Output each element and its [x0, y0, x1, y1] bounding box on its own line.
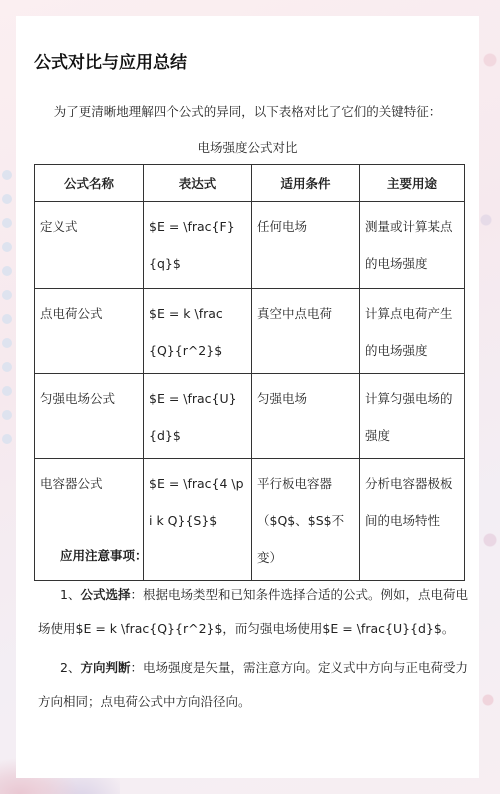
- note-text: ：根据电场类型和已知条件选择合适的公式。例如，点电荷电场使用$E = k \frac{Q}{r^2}$，而匀强电场使用$E = \frac{U}{d}$。: [38, 587, 468, 636]
- note-prefix: 1、: [60, 587, 81, 602]
- table-cell: $E = \frac{U}{d}$: [144, 374, 252, 459]
- table-cell: 计算点电荷产生的电场强度: [360, 289, 465, 374]
- table-caption: 电场强度公式对比: [197, 140, 298, 155]
- note-paragraph: [38, 578, 468, 646]
- table-cell: 点电荷公式: [35, 289, 144, 374]
- decorative-border-right: [476, 0, 500, 794]
- formula-comparison-table: [34, 164, 465, 581]
- note-paragraph: [38, 651, 468, 719]
- table-cell: $E = \frac{F}{q}$: [144, 202, 252, 289]
- page-title: 公式对比与应用总结: [34, 53, 187, 73]
- table-cell: 测量或计算某点的电场强度: [360, 202, 465, 289]
- table-cell: 定义式: [35, 202, 144, 289]
- intro-paragraph: 为了更清晰地理解四个公式的异同，以下表格对比了它们的关键特征：: [53, 104, 442, 119]
- notes-heading: 应用注意事项：: [60, 548, 148, 563]
- table-header-cell: 适用条件: [252, 165, 360, 202]
- note-label: 方向判断: [80, 660, 131, 675]
- table-cell: $E = k \frac{Q}{r^2}$: [144, 289, 252, 374]
- table-cell: 平行板电容器（$Q$、$S$不变）: [252, 459, 360, 581]
- table-cell: $E = \frac{4 \pi k Q}{S}$: [144, 459, 252, 581]
- table-cell: 匀强电场: [252, 374, 360, 459]
- table-row: [35, 202, 465, 289]
- table-cell: 匀强电场公式: [35, 374, 144, 459]
- note-prefix: 2、: [60, 660, 81, 675]
- table-header-cell: 主要用途: [360, 165, 465, 202]
- decorative-dots-left: [0, 170, 16, 530]
- table-cell: 真空中点电荷: [252, 289, 360, 374]
- table-cell: 任何电场: [252, 202, 360, 289]
- table-cell: 分析电容器极板间的电场特性: [360, 459, 465, 581]
- table-row: [35, 374, 465, 459]
- note-label: 公式选择: [80, 587, 131, 602]
- document-page: [16, 16, 479, 778]
- table-cell: 电容器公式: [35, 459, 144, 581]
- table-header-cell: 表达式: [144, 165, 252, 202]
- table-cell: 计算匀强电场的强度: [360, 374, 465, 459]
- table-header-row: [35, 165, 465, 202]
- table-row: [35, 289, 465, 374]
- note-text: ：电场强度是矢量，需注意方向。定义式中方向与正电荷受力方向相同；点电荷公式中方向沿径向。: [38, 660, 468, 709]
- table-header-cell: 公式名称: [35, 165, 144, 202]
